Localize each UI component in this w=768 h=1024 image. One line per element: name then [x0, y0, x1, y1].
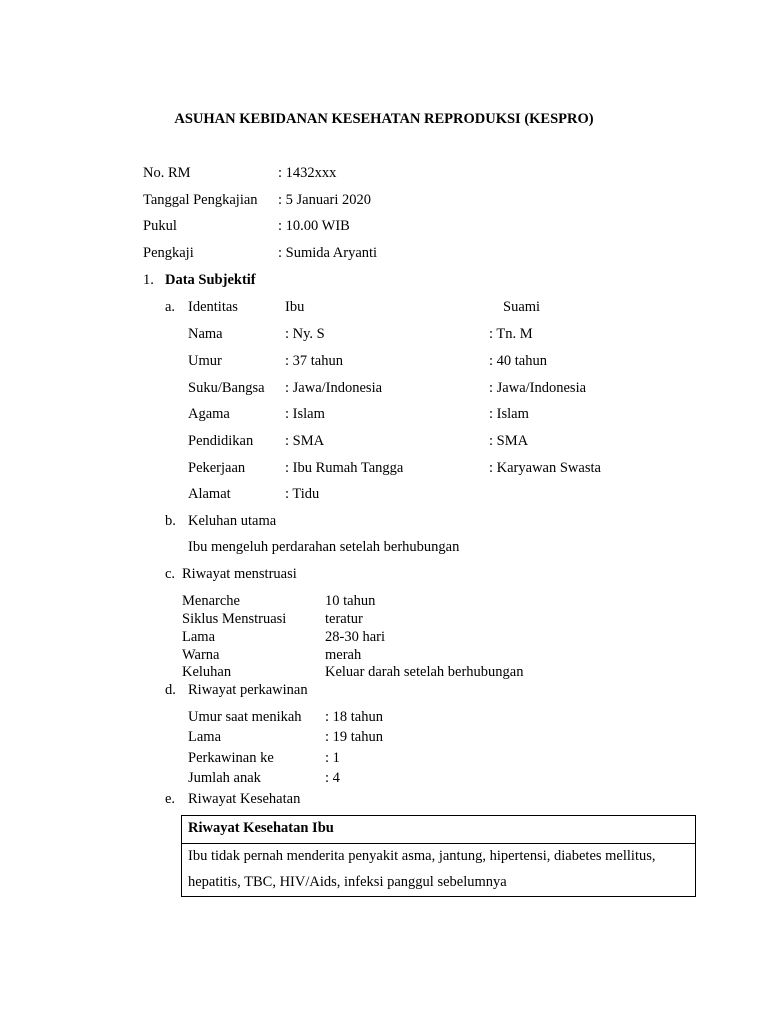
menstruasi-row-value: Keluar darah setelah berhubungan: [325, 664, 524, 680]
field-label-no-rm: No. RM: [143, 165, 191, 181]
document-title: ASUHAN KEBIDANAN KESEHATAN REPRODUKSI (KESPRO): [174, 111, 594, 127]
item-marker-c: c.: [165, 566, 176, 582]
item-marker-a: a.: [165, 299, 176, 315]
item-marker-b: b.: [165, 513, 176, 529]
keluhan-text: Ibu mengeluh perdarahan setelah berhubungan: [188, 539, 460, 555]
field-value-pengkaji: : Sumida Aryanti: [278, 245, 378, 261]
menstruasi-title: Riwayat menstruasi: [182, 566, 297, 582]
table-body-line: Ibu tidak pernah menderita penyakit asma, jantung, hipertensi, diabetes mellitus,: [188, 848, 656, 864]
menstruasi-row-label: Keluhan: [182, 664, 232, 680]
section-title-data-subjektif: Data Subjektif: [165, 272, 256, 288]
identitas-row-suami: : Karyawan Swasta: [489, 460, 601, 476]
identitas-row-label: Alamat: [188, 486, 231, 502]
identitas-row-ibu: : Tidu: [285, 486, 320, 502]
menstruasi-row-label: Menarche: [182, 593, 240, 609]
field-label-pukul: Pukul: [143, 218, 177, 234]
identitas-row-suami: : Tn. M: [489, 326, 533, 342]
identitas-row-ibu: : Ibu Rumah Tangga: [285, 460, 404, 476]
identitas-row-ibu: : Islam: [285, 406, 325, 422]
identitas-row-label: Pendidikan: [188, 433, 254, 449]
section-number: 1.: [143, 272, 154, 288]
menstruasi-row-label: Lama: [182, 629, 216, 645]
identitas-row-ibu: : 37 tahun: [285, 353, 343, 369]
menstruasi-row-value: merah: [325, 647, 362, 663]
menstruasi-row-value: 10 tahun: [325, 593, 376, 609]
identitas-row-ibu: : Jawa/Indonesia: [285, 380, 383, 396]
field-value-tanggal: : 5 Januari 2020: [278, 192, 372, 208]
perkawinan-row-label: Perkawinan ke: [188, 750, 274, 766]
identitas-label: Identitas: [188, 299, 238, 315]
perkawinan-title: Riwayat perkawinan: [188, 682, 308, 698]
identitas-row-suami: : Islam: [489, 406, 529, 422]
field-value-pukul: : 10.00 WIB: [278, 218, 350, 234]
identitas-row-suami: : SMA: [489, 433, 529, 449]
menstruasi-row-value: 28-30 hari: [325, 629, 385, 645]
column-header-suami: Suami: [503, 299, 541, 315]
column-header-ibu: Ibu: [285, 299, 305, 315]
menstruasi-row-label: Siklus Menstruasi: [182, 611, 287, 627]
item-marker-e: e.: [165, 791, 176, 807]
keluhan-title: Keluhan utama: [188, 513, 277, 529]
item-marker-d: d.: [165, 682, 176, 698]
table-header-cell: Riwayat Kesehatan Ibu: [188, 820, 334, 836]
perkawinan-row-label: Umur saat menikah: [188, 709, 302, 725]
perkawinan-row-value: : 19 tahun: [325, 729, 383, 745]
identitas-row-label: Agama: [188, 406, 230, 422]
identitas-row-suami: : 40 tahun: [489, 353, 547, 369]
kesehatan-title: Riwayat Kesehatan: [188, 791, 301, 807]
menstruasi-row-label: Warna: [182, 647, 220, 663]
identitas-row-label: Nama: [188, 326, 223, 342]
perkawinan-row-label: Lama: [188, 729, 222, 745]
field-label-tanggal: Tanggal Pengkajian: [143, 192, 258, 208]
identitas-row-label: Umur: [188, 353, 222, 369]
perkawinan-row-value: : 1: [325, 750, 340, 766]
field-value-no-rm: : 1432xxx: [278, 165, 337, 181]
riwayat-kesehatan-ibu-table: [181, 815, 696, 897]
identitas-row-ibu: : Ny. S: [285, 326, 325, 342]
perkawinan-row-label: Jumlah anak: [188, 770, 261, 786]
perkawinan-row-value: : 4: [325, 770, 340, 786]
identitas-row-label: Pekerjaan: [188, 460, 246, 476]
menstruasi-row-value: teratur: [325, 611, 363, 627]
identitas-row-suami: : Jawa/Indonesia: [489, 380, 587, 396]
table-body-line: hepatitis, TBC, HIV/Aids, infeksi panggul sebelumnya: [188, 874, 507, 890]
identitas-row-ibu: : SMA: [285, 433, 325, 449]
field-label-pengkaji: Pengkaji: [143, 245, 194, 261]
identitas-row-label: Suku/Bangsa: [188, 380, 265, 396]
perkawinan-row-value: : 18 tahun: [325, 709, 383, 725]
table-header-row: [182, 816, 695, 844]
